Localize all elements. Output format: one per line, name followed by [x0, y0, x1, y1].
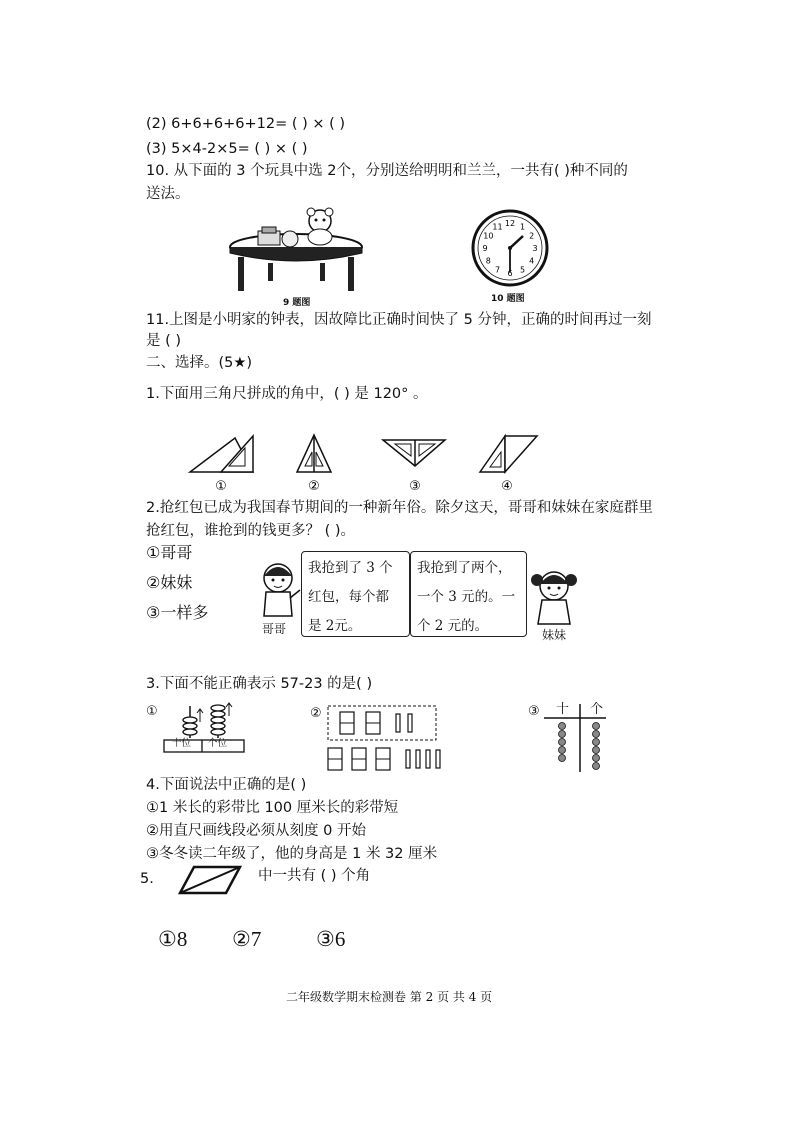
choice-5-option-2: ②7: [232, 927, 262, 951]
bubble-line: 个 2 元的。: [417, 618, 489, 634]
bubble-line: 我抢到了两个，: [417, 560, 512, 576]
abacus-tens-label: 十位: [172, 738, 192, 749]
choice-5-option-1: ①8: [158, 927, 188, 951]
clock-numeral: 8: [485, 256, 491, 266]
choice-4-text: 4.下面说法中正确的是( ): [146, 777, 307, 793]
q10-text-cont: 送法。: [146, 186, 190, 202]
bubble-line: 一个 3 元的。一: [417, 589, 516, 605]
choice-4-option-1: ①1 米长的彩带比 100 厘米长的彩带短: [146, 800, 399, 816]
choice-2-option-1: ①哥哥: [146, 543, 193, 562]
clock-numeral: 2: [529, 231, 535, 241]
choice-5-option-3: ③6: [316, 927, 346, 951]
place-value-table-figure: [540, 704, 610, 774]
clock-figure: [470, 208, 550, 288]
section-2-title: 二、选择。(5★): [146, 355, 253, 371]
sister-label: 妹妹: [542, 628, 567, 642]
abacus-ones-label: 个位: [208, 738, 228, 749]
toy-table-figure: [228, 205, 368, 295]
clock-numeral: 5: [519, 265, 526, 275]
figure-10-caption: 10 题图: [491, 294, 525, 304]
q10-text: 10. 从下面的 3 个玩具中选 2个，分别送给明明和兰兰，一共有( )种不同的: [146, 163, 628, 179]
brother-label: 哥哥: [262, 622, 287, 636]
clock-numeral: 11: [492, 222, 503, 232]
sticks-bundles-figure: [322, 704, 452, 774]
clock-numeral: 1: [519, 222, 526, 232]
sister-figure: [530, 566, 580, 626]
choice-2-text-cont: 抢红包，谁抢到的钱更多？ ( )。: [146, 523, 356, 539]
table-ones-header: 个: [590, 702, 604, 717]
abacus-marker: ①: [146, 704, 158, 719]
triangle-rulers-figure: [185, 430, 545, 494]
bubble-line: 我抢到了 3 个: [308, 560, 393, 576]
q9-part3: (3) 5×4-2×5= ( ) × ( ): [146, 141, 308, 157]
triangle-option-label: ①: [215, 479, 227, 494]
q9-part2: (2) 6+6+6+6+12= ( ) × ( ): [146, 116, 346, 132]
table-tens-header: 十: [556, 702, 570, 717]
choice-3-text: 3.下面不能正确表示 57-23 的是( ): [146, 676, 373, 692]
clock-numeral: 6: [507, 269, 513, 278]
sister-speech-bubble: [410, 551, 527, 637]
clock-numeral: 12: [504, 219, 516, 228]
choice-2-option-3: ③一样多: [146, 603, 209, 622]
choice-1-text: 1.下面用三角尺拼成的角中，( ) 是 120° 。: [146, 386, 428, 402]
triangle-option-label: ③: [409, 479, 421, 494]
choice-5-number: 5.: [140, 871, 154, 887]
q11-text: 11.上图是小明家的钟表，因故障比正确时间快了 5 分钟，正确的时间再过一刻: [146, 312, 652, 328]
choice-2-text: 2.抢红包已成为我国春节期间的一种新年俗。除夕这天，哥哥和妹妹在家庭群里: [146, 500, 653, 516]
triangle-option-label: ④: [501, 479, 513, 494]
parallelogram-figure: [178, 864, 242, 896]
bundle-marker: ②: [310, 706, 322, 721]
bubble-line: 红包，每个都: [308, 589, 389, 605]
bubble-line: 是 2元。: [308, 618, 362, 634]
choice-4-option-3: ③冬冬读二年级了，他的身高是 1 米 32 厘米: [146, 846, 438, 862]
clock-numeral: 10: [483, 231, 494, 241]
clock-numeral: 4: [529, 256, 535, 266]
q11-text-cont: 是 ( ): [146, 333, 182, 349]
table-marker: ③: [528, 704, 540, 719]
page-footer: 二年级数学期末检测卷 第 2 页 共 4 页: [286, 990, 493, 1004]
choice-2-option-2: ②妹妹: [146, 573, 193, 592]
clock-numeral: 7: [494, 265, 501, 275]
choice-4-option-2: ②用直尺画线段必须从刻度 0 开始: [146, 823, 366, 839]
figure-9-caption: 9 题图: [283, 298, 311, 308]
triangle-option-label: ②: [308, 479, 320, 494]
clock-numeral: 9: [482, 244, 488, 253]
brother-figure: [256, 560, 302, 622]
choice-5-text: 中一共有 ( ) 个角: [258, 868, 371, 884]
clock-numeral: 3: [532, 244, 538, 253]
brother-speech-bubble: [301, 551, 410, 637]
